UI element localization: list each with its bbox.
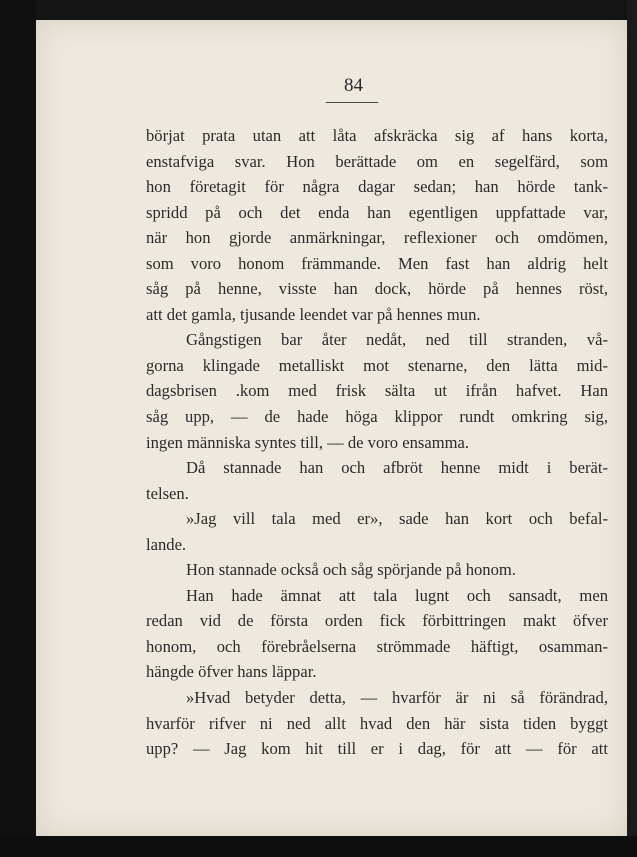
text-line: lande. xyxy=(146,534,187,554)
book-page xyxy=(36,20,627,836)
text-line: såg upp, — de hade höga klippor rundt omkring sig, xyxy=(146,407,608,427)
text-line: gorna klingade metalliskt mot stenarne, den lätta mid- xyxy=(146,355,608,375)
text-line: upp? — Jag kom hit till er i dag, för att — för att xyxy=(146,739,608,759)
text-line: spridd på och det enda han egentligen uppfattade var, xyxy=(146,202,608,222)
page-number-rule xyxy=(326,102,378,103)
text-line: »Hvad betyder detta, — hvarför är ni så förändrad, xyxy=(186,688,608,708)
scan-border-right xyxy=(627,0,637,857)
text-line: dagsbrisen .kom med frisk sälta ut ifrån hafvet. Han xyxy=(146,381,608,401)
text-line: börjat prata utan att låta afskräcka sig af hans korta, xyxy=(146,126,608,145)
text-line: »Jag vill tala med er», sade han kort och befal- xyxy=(186,509,608,529)
text-line: redan vid de första orden fick förbittringen makt öfver xyxy=(146,611,608,631)
scan-border-bottom xyxy=(0,836,637,857)
text-line: Han hade ämnat att tala lugnt och sansadt, men xyxy=(186,585,608,605)
text-line: att det gamla, tjusande leendet var på hennes mun. xyxy=(146,304,481,324)
text-line: när hon gjorde anmärkningar, reflexioner och omdömen, xyxy=(146,228,608,248)
body-text xyxy=(146,123,608,762)
text-line: hon företagit för några dagar sedan; han hörde tank- xyxy=(146,177,608,197)
scan-border-left xyxy=(0,0,36,857)
text-line: telsen. xyxy=(146,483,189,503)
text-line: enstafviga svar. Hon berättade om en segelfärd, som xyxy=(146,151,608,171)
text-line: Gångstigen bar åter nedåt, ned till stranden, vå- xyxy=(186,330,608,350)
text-line: honom, och förebråelserna strömmade häftigt, osamman- xyxy=(146,636,608,656)
text-line: Då stannade han och afbröt henne midt i berät- xyxy=(186,458,608,478)
text-line: hvarför rifver ni ned allt hvad den här sista tiden byggt xyxy=(146,713,608,733)
text-line: som voro honom främmande. Men fast han aldrig helt xyxy=(146,253,608,273)
page-number: 84 xyxy=(344,75,363,96)
text-line: hängde öfver hans läppar. xyxy=(146,662,317,682)
text-line: såg på henne, visste han dock, hörde på hennes röst, xyxy=(146,279,608,299)
text-line: ingen människa syntes till, — de voro ensamma. xyxy=(146,432,470,452)
text-line: Hon stannade också och såg spörjande på honom. xyxy=(186,560,516,580)
